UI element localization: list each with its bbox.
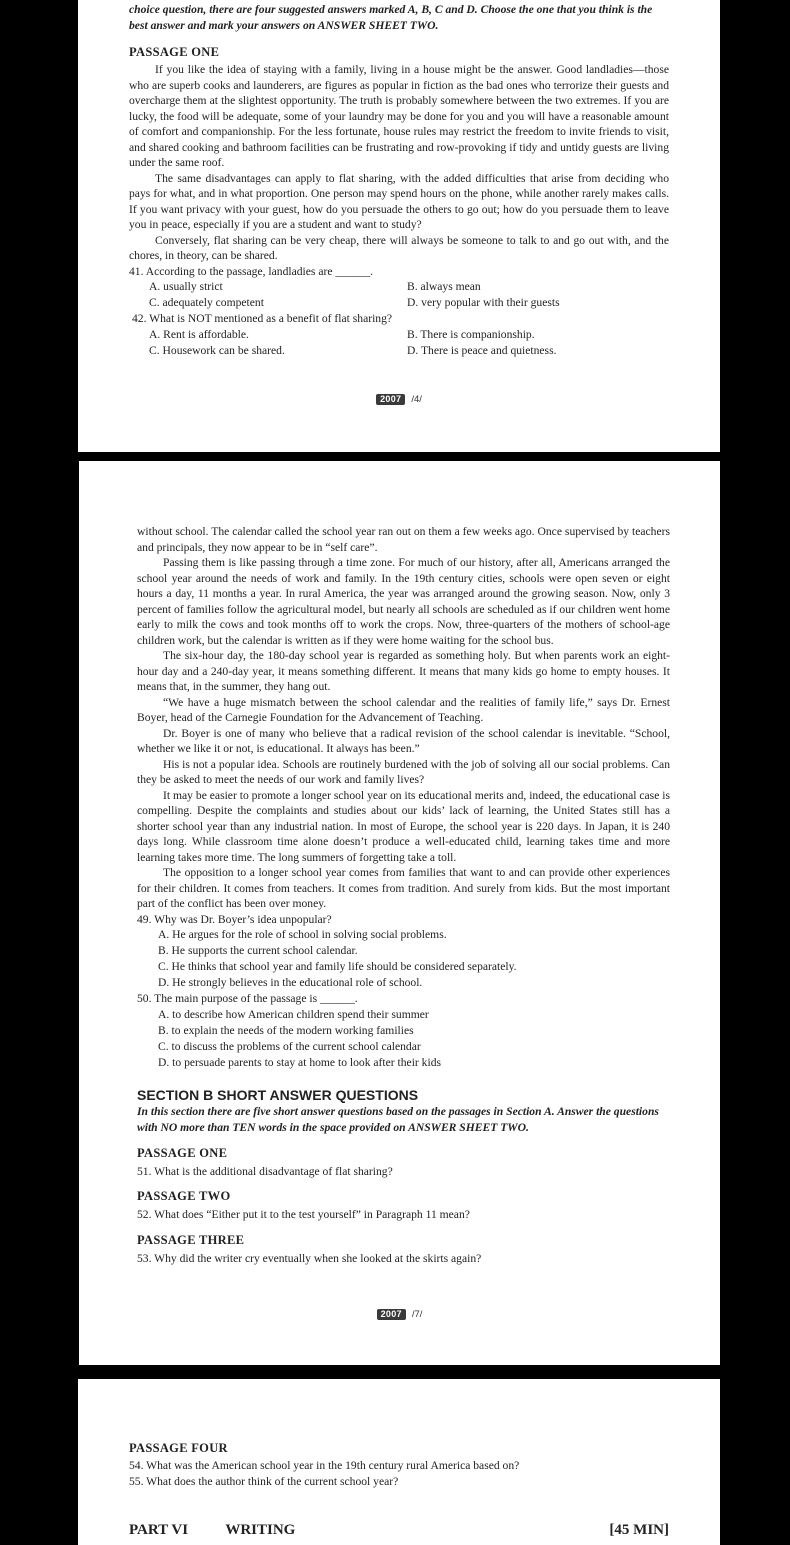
passage-paragraph: It may be easier to promote a longer school year on its educational merits and, indeed, the educational case is compelling. Despite the complaints and studies about our kids’ lack of learning, the United States still has a shorter school year than any industrial nation. In most of Europe, the school year is 220 days. In Japan, it is 240 days long. While classroom time alone doesn’t produce a well-educated child, learning takes time and more learning takes more time. The long summers of forgetting take a toll.: [137, 788, 670, 864]
option-a: A. He argues for the role of school in solving social problems.: [158, 928, 447, 941]
exam-page-7: [79, 461, 720, 1365]
question-42-options: [129, 327, 669, 359]
section-b-instruction: In this section there are five short answer questions based on the passages in Section A. Answer the questions with NO more than TEN words in the space provided on ANSWER SHEET TWO.: [137, 1104, 659, 1134]
question-51: 51. What is the additional disadvantage of flat sharing?: [137, 1164, 393, 1178]
part-name: WRITING: [225, 1522, 296, 1538]
page-4-content: [129, 2, 669, 359]
question-42: 42. What is NOT mentioned as a benefit of flat sharing?: [132, 312, 393, 325]
option-b: B. There is companionship.: [407, 327, 535, 341]
option-d: D. There is peace and quietness.: [407, 343, 557, 357]
sa-passage-title: PASSAGE THREE: [137, 1232, 245, 1247]
part-label: PART VI: [129, 1522, 189, 1538]
passage-paragraph: His is not a popular idea. Schools are routinely burdened with the job of solving all our social problems. Can they be asked to meet the needs of our work and family lives?: [137, 757, 670, 786]
page-number: /7/: [411, 1309, 423, 1320]
passage-four-title: PASSAGE FOUR: [129, 1441, 228, 1455]
option-d: D. very popular with their guests: [407, 296, 560, 309]
question-55: 55. What does the author think of the current school year?: [129, 1474, 399, 1488]
year-badge: 2007: [376, 394, 405, 405]
part-heading: [129, 1522, 295, 1539]
passage-paragraph: The six-hour day, the 180-day school year is regarded as something holy. But when parents work an eight-hour day and a 240-day year, it means something different. It means that many kids go home to empty houses. It means that, in the summer, they hang out.: [137, 649, 670, 693]
option-c: C. adequately competent: [149, 296, 264, 309]
exam-page-8: [78, 1379, 720, 1545]
page-footer: [78, 394, 720, 405]
exam-page-4: [78, 0, 720, 452]
passage-paragraph: The opposition to a longer school year comes from families that want to and can provide other experiences for their children. It comes from teachers. It comes from tradition. And surely from kids. But the most important part of the conflict has been over money.: [137, 866, 670, 910]
option-d: D. to persuade parents to stay at home to look after their kids: [158, 1055, 442, 1069]
question-41-options: [129, 279, 669, 311]
question-53: 53. Why did the writer cry eventually when she looked at the skirts again?: [137, 1251, 482, 1265]
question-52: 52. What does “Either put it to the test yourself” in Paragraph 11 mean?: [137, 1208, 470, 1221]
passage-one-paragraph: If you like the idea of staying with a family, living in a house might be the answer. Good landladies—those who are superb cooks and launderers, are figures as popular in fiction as the bad ones who terrorize their guests and overcharge them at the slightest opportunity. The truth is probably somewhere between the two extremes. If you are lucky, the food will be adequate, some of your laundry may be done for you and you will have a reasonable amount of comfort and companionship. For the less fortunate, house rules may restrict the freedom to invite friends to visit, and shared cooking and bathroom facilities can be frustrating and row-provoking if tidy and untidy guests are living under the same roof.: [129, 63, 669, 169]
option-c: C. He thinks that school year and family life should be considered separately.: [158, 960, 517, 973]
page-7-content: [137, 524, 670, 1266]
page-number: /4/: [411, 394, 422, 405]
passage-paragraph: Dr. Boyer is one of many who believe that a radical revision of the school calendar is inevitable. “School, whether we like it or not, is educational. It always has been.”: [137, 726, 670, 755]
option-b: B. to explain the needs of the modern working families: [158, 1023, 414, 1037]
question-50: 50. The main purpose of the passage is ______.: [137, 992, 358, 1005]
passage-paragraph: “We have a huge mismatch between the school calendar and the realities of family life,” says Dr. Ernest Boyer, head of the Carnegie Foundation for the Advancement of Teaching.: [137, 695, 670, 724]
question-50-options: [137, 1007, 670, 1071]
part-time: [45 MIN]: [609, 1522, 669, 1538]
page-8-content: [129, 1440, 669, 1489]
question-49: 49. Why was Dr. Boyer’s idea unpopular?: [137, 912, 332, 926]
page-footer: [79, 1309, 720, 1320]
option-b: B. always mean: [407, 280, 481, 293]
section-b-title: SECTION B SHORT ANSWER QUESTIONS: [137, 1086, 419, 1103]
sa-passage-title: PASSAGE TWO: [137, 1189, 231, 1203]
question-54: 54. What was the American school year in the 19th century rural America based on?: [129, 1459, 520, 1472]
passage-one-title: PASSAGE ONE: [129, 45, 220, 59]
section-instruction: choice question, there are four suggested answers marked A, B, C and D. Choose the one that you think is the best answer and mark your answers on ANSWER SHEET TWO.: [129, 3, 653, 32]
option-a: A. to describe how American children spend their summer: [158, 1007, 429, 1021]
passage-one-paragraph: Conversely, flat sharing can be very cheap, there will always be someone to talk to and go out with, and the chores, in theory, can be shared.: [129, 233, 669, 262]
year-badge: 2007: [377, 1309, 406, 1320]
option-c: C. to discuss the problems of the current school calendar: [158, 1039, 421, 1053]
option-a: A. usually strict: [149, 280, 223, 293]
sa-passage-title: PASSAGE ONE: [137, 1145, 228, 1160]
question-41: 41. According to the passage, landladies are ______.: [129, 264, 374, 278]
option-c: C. Housework can be shared.: [149, 343, 285, 357]
question-49-options: [137, 927, 670, 991]
option-b: B. He supports the current school calendar.: [158, 944, 358, 957]
option-d: D. He strongly believes in the educational role of school.: [158, 976, 423, 989]
passage-paragraph: without school. The calendar called the school year ran out on them a few weeks ago. Once supervised by teachers and principals, they now appear to be in “self care”.: [137, 525, 670, 554]
passage-paragraph: Passing them is like passing through a time zone. For much of our history, after all, Americans arranged the school year around the needs of work and family. In the 19th century cities, schools were open seven or eight hours a day, 11 months a year. In rural America, the year was arranged around the growing season. Now, only 3 percent of families follow the agricultural model, but nearly all schools are scheduled as if our children went home early to milk the cows and took months off to work the crops. Now, three-quarters of the mothers of school-age children work, but the calendar is written as if they were home waiting for the school bus.: [137, 556, 670, 647]
part-six-header: [129, 1522, 669, 1539]
passage-one-paragraph: The same disadvantages can apply to flat sharing, with the added difficulties that arise from deciding who pays for what, and in what proportion. One person may spend hours on the phone, while another rarely makes calls. If you want privacy with your guest, how do you persuade the others to go out; how do you persuade them to leave you in peace, especially if you are a student and want to study?: [129, 171, 669, 231]
option-a: A. Rent is affordable.: [149, 327, 249, 341]
